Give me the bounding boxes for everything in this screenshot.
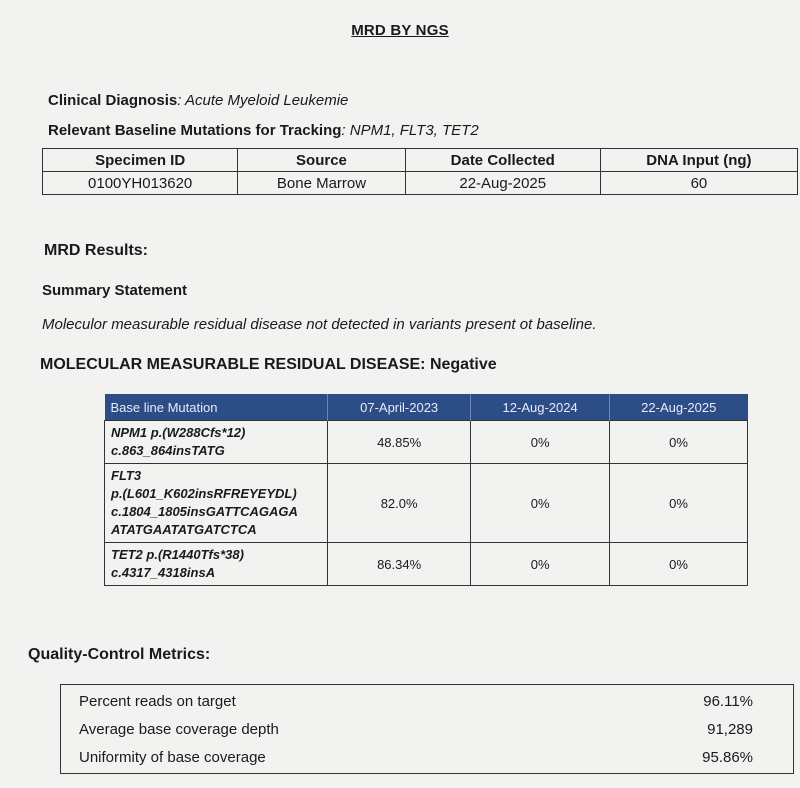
mutation-line: c.4317_4318insA [111,565,216,580]
qc-metric-label: Percent reads on target [79,693,236,710]
mrd-results-heading: MRD Results: [44,242,149,259]
mutation-row [105,421,748,464]
vaf-2025: 0% [610,464,748,543]
summary-text: Moleculor measurable residual disease not detected in variants present ot baseline. [42,316,597,333]
qc-metric-row [79,721,753,738]
vaf-2024: 0% [471,421,610,464]
mutation-row [105,464,748,543]
mrd-status-value: Negative [429,356,497,373]
mrd-status [40,356,497,374]
mutation-header-cell: 07-April-2023 [328,394,471,421]
report-title: MRD BY NGS [351,22,449,39]
qc-heading: Quality-Control Metrics: [28,646,211,663]
specimen-dna-input: 60 [600,172,797,195]
mrd-status-label: MOLECULAR MEASURABLE RESIDUAL DISEASE: [40,356,426,373]
baseline-value: : NPM1, FLT3, TET2 [341,122,479,139]
mutation-header-row [105,394,748,421]
specimen-header-cell: Date Collected [405,149,600,172]
specimen-date: 22-Aug-2025 [405,172,600,195]
qc-metric-row [79,749,753,766]
qc-metric-row [79,693,753,710]
mutation-line: c.863_864insTATG [111,443,225,458]
mutation-header-cell: 22-Aug-2025 [610,394,748,421]
mutation-line: c.1804_1805insGATTCAGAGA [111,504,298,519]
mutation-row [105,543,748,586]
qc-metric-label: Uniformity of base coverage [79,749,266,766]
vaf-2023: 82.0% [328,464,471,543]
diagnosis-value: : Acute Myeloid Leukemie [177,92,349,109]
mutation-table [104,394,748,586]
baseline-mutations [48,122,479,139]
vaf-2024: 0% [471,464,610,543]
specimen-header-cell: Source [238,149,405,172]
specimen-data-row [43,172,798,195]
mutation-line: NPM1 p.(W288Cfs*12) [111,425,246,440]
mutation-name [105,543,328,586]
baseline-label: Relevant Baseline Mutations for Tracking [48,122,342,139]
qc-metric-label: Average base coverage depth [79,721,279,738]
specimen-header-cell: DNA Input (ng) [600,149,797,172]
mutation-name [105,421,328,464]
mutation-header-cell: 12-Aug-2024 [471,394,610,421]
qc-metrics-box [60,684,794,774]
qc-metric-value: 91,289 [707,721,753,738]
specimen-source: Bone Marrow [238,172,405,195]
mutation-header-cell: Base line Mutation [105,394,328,421]
qc-metric-value: 95.86% [702,749,753,766]
diagnosis-label: Clinical Diagnosis [48,92,178,109]
vaf-2023: 48.85% [328,421,471,464]
specimen-id: 0100YH013620 [43,172,238,195]
mutation-line: FLT3 [111,468,142,483]
mutation-line: p.(L601_K602insRFREYEYDL) [111,486,297,501]
specimen-header-row [43,149,798,172]
mutation-name [105,464,328,543]
mutation-line: TET2 p.(R1440Tfs*38) [111,547,244,562]
summary-heading: Summary Statement [42,282,188,299]
specimen-header-cell: Specimen ID [43,149,238,172]
clinical-diagnosis [48,92,348,109]
vaf-2023: 86.34% [328,543,471,586]
specimen-table [42,148,798,195]
qc-metric-value: 96.11% [703,693,753,710]
vaf-2025: 0% [610,421,748,464]
vaf-2024: 0% [471,543,610,586]
mutation-line: ATATGAATATGATCTCA [111,522,257,537]
vaf-2025: 0% [610,543,748,586]
